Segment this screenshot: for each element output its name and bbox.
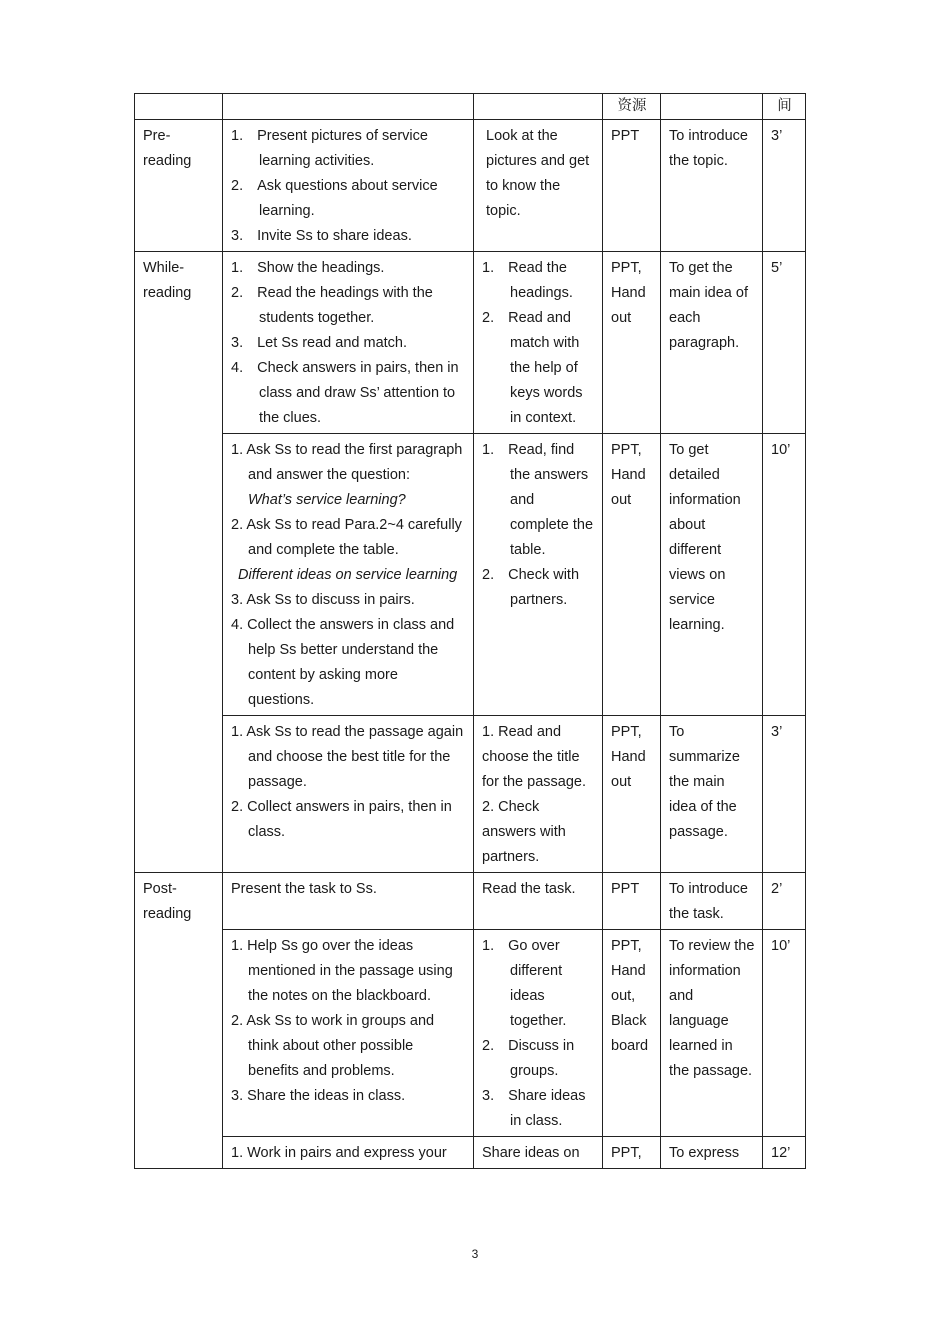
header-cell-student [474, 94, 603, 120]
list-item: 1. Help Ss go over the ideas mentioned in the passage using the notes on the blackboard. [231, 938, 453, 1004]
list-item: Read the headings with the students together. [257, 285, 433, 326]
list-item: 1. Read and choose the title for the passage. [482, 724, 586, 790]
purpose-cell: To review the information and language learned in the passage. [661, 930, 763, 1137]
header-cell-teacher [223, 94, 474, 120]
list-item: 2. Ask Ss to read Para.2~4 carefully and complete the table. [231, 517, 462, 558]
teacher-activity-cell [223, 930, 474, 1137]
table-row-post-reading-1 [135, 873, 806, 930]
stage-cell: While-reading [135, 252, 223, 873]
time-cell: 5’ [763, 252, 806, 434]
resource-cell: PPT, Hand out, Black board [603, 930, 661, 1137]
teacher-activity-cell: 1. Present pictures of service learning activities. 2. Ask questions about service learning. 3. Invite Ss to share ideas. [223, 120, 474, 252]
table-row-while-reading-2 [135, 434, 806, 716]
table-row-post-reading-3 [135, 1137, 806, 1169]
stage-cell: Post-reading [135, 873, 223, 1169]
lesson-plan-table [134, 93, 806, 1169]
header-cell-purpose [661, 94, 763, 120]
time-cell: 10’ [763, 434, 806, 716]
list-item: 1. Ask Ss to read the passage again and choose the best title for the passage. [231, 724, 464, 790]
teacher-activity-cell: 1. Show the headings. 2. Read the headings with the students together. 3. Let Ss read and match. 4. Check answers in pairs, then in class and draw Ss’ attention to the clues. [223, 252, 474, 434]
list-item: Let Ss read and match. [257, 335, 408, 351]
student-activity-cell: 1. Read the headings. 2. Read and match with the help of keys words in context. [474, 252, 603, 434]
student-activity-cell: 1. Read, find the answers and complete the table. 2. Check with partners. [474, 434, 603, 716]
resource-cell: PPT, Hand out [603, 434, 661, 716]
teacher-activity-cell [223, 716, 474, 873]
purpose-cell: To introduce the task. [661, 873, 763, 930]
list-item: Read and match with the help of keys words in context. [508, 310, 583, 426]
time-cell: 12’ [763, 1137, 806, 1169]
list-item: Share ideas in class. [508, 1088, 586, 1129]
list-item: 3. Share the ideas in class. [231, 1088, 406, 1104]
table-row-while-reading-1 [135, 252, 806, 434]
table-row-post-reading-2 [135, 930, 806, 1137]
student-activity-cell: Share ideas on [474, 1137, 603, 1169]
list-item: Check answers in pairs, then in class and draw Ss’ attention to the clues. [257, 360, 459, 426]
header-cell-time: 间 [763, 94, 806, 120]
table-row-while-reading-3 [135, 716, 806, 873]
list-item: 2. Ask Ss to work in groups and think about other possible benefits and problems. [231, 1013, 435, 1079]
list-item: Check with partners. [508, 567, 580, 608]
list-item: 2. Check answers with partners. [482, 799, 566, 865]
resource-cell: PPT, [603, 1137, 661, 1169]
stage-cell: Pre-reading [135, 120, 223, 252]
time-cell: 3’ [763, 716, 806, 873]
student-activity-cell: Look at the pictures and get to know the topic. [474, 120, 603, 252]
list-item: Discuss in groups. [508, 1038, 575, 1079]
list-item: Read the headings. [508, 260, 573, 301]
teacher-activity-cell [223, 434, 474, 716]
student-activity-cell: Read the task. [474, 873, 603, 930]
list-item: 2. Collect answers in pairs, then in class. [231, 799, 452, 840]
header-cell-stage [135, 94, 223, 120]
time-cell: 10’ [763, 930, 806, 1137]
resource-cell: PPT [603, 120, 661, 252]
time-cell: 2’ [763, 873, 806, 930]
student-activity-cell: 1. Go over different ideas together. 2. Discuss in groups. 3. Share ideas in class. [474, 930, 603, 1137]
resource-cell: PPT, Hand out [603, 252, 661, 434]
table-row-pre-reading [135, 120, 806, 252]
table-title-text: Different ideas on service learning [238, 567, 458, 583]
list-item: 4. Collect the answers in class and help Ss better understand the content by asking more questions. [231, 617, 455, 708]
resource-cell: PPT [603, 873, 661, 930]
header-row [135, 94, 806, 120]
purpose-cell: To get detailed information about different views on service learning. [661, 434, 763, 716]
resource-cell: PPT, Hand out [603, 716, 661, 873]
list-item: Read, find the answers and complete the table. [508, 442, 594, 558]
purpose-cell: To express [661, 1137, 763, 1169]
list-item: 3. Ask Ss to discuss in pairs. [231, 592, 415, 608]
list-item: Go over different ideas together. [508, 938, 567, 1029]
list-item: Invite Ss to share ideas. [257, 228, 412, 244]
header-cell-resource: 资源 [603, 94, 661, 120]
list-item: Ask questions about service learning. [257, 178, 438, 219]
purpose-cell: To introduce the topic. [661, 120, 763, 252]
time-cell: 3’ [763, 120, 806, 252]
list-item: 1. Ask Ss to read the first paragraph and answer the question: [231, 442, 463, 483]
list-item: Show the headings. [257, 260, 385, 276]
teacher-activity-cell: Present the task to Ss. [223, 873, 474, 930]
list-item: Present pictures of service learning activities. [257, 128, 428, 169]
page-number: 3 [471, 1247, 479, 1261]
teacher-activity-cell: 1. Work in pairs and express your [223, 1137, 474, 1169]
student-activity-cell [474, 716, 603, 873]
purpose-cell: To summarize the main idea of the passage. [661, 716, 763, 873]
purpose-cell: To get the main idea of each paragraph. [661, 252, 763, 434]
question-text: What’s service learning? [248, 492, 406, 508]
